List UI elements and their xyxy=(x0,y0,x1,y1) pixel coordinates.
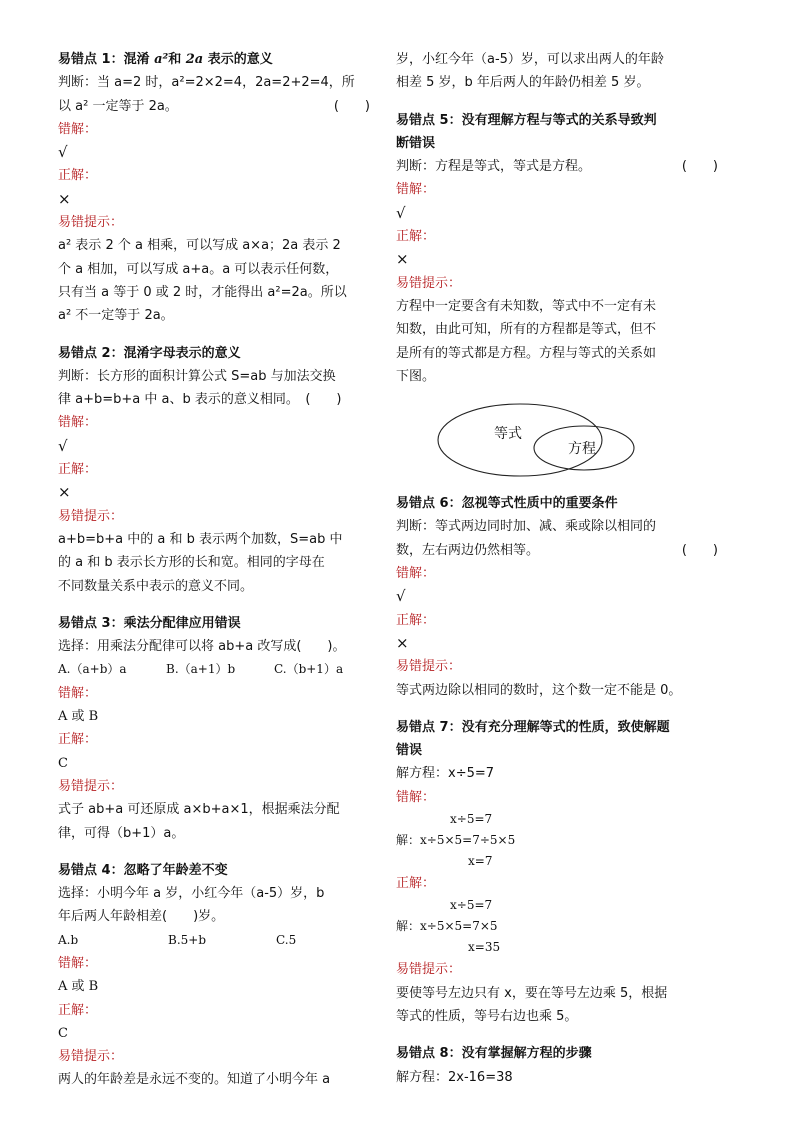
answer-paren: ( ) xyxy=(681,542,718,558)
section-7-tip-line: 等式的性质，等号右边也乘 5。 xyxy=(396,1008,578,1024)
section-7-right-solution xyxy=(396,895,722,958)
section-3-wrong-label: 错解： xyxy=(58,685,98,701)
section-5-tip-line: 是所有的等式都是方程。方程与等式的关系如 xyxy=(396,345,657,361)
equation-line: x=35 xyxy=(468,940,501,955)
section-3-options xyxy=(58,658,374,681)
section-1-tip-line: 只有当 a 等于 0 或 2 时，才能得出 a²=2a。所以 xyxy=(58,284,347,300)
check-mark-icon: √ xyxy=(396,587,406,606)
option-a: A.（a+b）a xyxy=(58,662,127,677)
section-1-tip-line: 个 a 相加，可以写成 a+a。a 可以表示任何数， xyxy=(58,261,339,277)
section-4-options xyxy=(58,929,374,952)
section-3-tip-line: 式子 ab+a 可还原成 a×b+a×1，根据乘法分配 xyxy=(58,802,340,818)
section-3-tip-label: 易错提示： xyxy=(58,778,124,794)
section-4-tip-label: 易错提示： xyxy=(58,1049,124,1065)
section-7-title: 易错点 7：没有充分理解等式的性质，致使解题 xyxy=(396,719,670,735)
section-5-correct-label: 正解： xyxy=(396,229,436,245)
option-c: C.（b+1）a xyxy=(274,662,344,677)
option-b: B.（a+1）b xyxy=(166,662,236,677)
right-column xyxy=(396,48,722,1089)
cross-mark-icon: × xyxy=(58,189,71,208)
equation-line: x=7 xyxy=(468,854,493,869)
section-4-title: 易错点 4：忽略了年龄差不变 xyxy=(58,862,228,878)
equation-line: x÷5=7 xyxy=(450,898,493,913)
section-1-question-line-1: 判断：当 a=2 时，a²=2×2=4，2a=2+2=4，所 xyxy=(58,75,355,91)
venn-svg xyxy=(396,388,722,492)
section-1-wrong-label: 错解： xyxy=(58,121,98,137)
section-1-tip-label: 易错提示： xyxy=(58,215,124,231)
section-2-title: 易错点 2：混淆字母表示的意义 xyxy=(58,345,241,361)
answer-paren: ( ) xyxy=(333,98,370,114)
section-6-correct-label: 正解： xyxy=(396,612,436,628)
section-7-wrong-solution xyxy=(396,809,722,872)
option-c: C.5 xyxy=(276,932,297,947)
cross-mark-icon: × xyxy=(58,483,71,502)
section-1-tip-line: a² 表示 2 个 a 相乘，可以写成 a×a；2a 表示 2 xyxy=(58,238,341,254)
section-7-tip-label: 易错提示： xyxy=(396,962,462,978)
section-4-correct-label: 正解： xyxy=(58,1002,98,1018)
option-b: B.5+b xyxy=(168,932,207,947)
section-6-question-line-2: 数，左右两边仍然相等。 ( ) xyxy=(396,539,722,562)
equation-label: 方程 xyxy=(568,441,596,458)
section-8-question: 解方程：2x-16=38 xyxy=(396,1069,513,1085)
check-mark-icon: √ xyxy=(396,203,406,222)
section-3-correct-label: 正解： xyxy=(58,732,98,748)
section-3-right-answer: C xyxy=(58,755,68,771)
section-5-tip-label: 易错提示： xyxy=(396,275,462,291)
section-7-question: 解方程：x÷5=7 xyxy=(396,766,495,782)
equation-line: x÷5=7 xyxy=(450,812,493,827)
equation-line: 解：x÷5×5=7×5 xyxy=(396,919,498,934)
section-4-wrong-label: 错解： xyxy=(58,955,98,971)
check-mark-icon: √ xyxy=(58,436,68,455)
section-2-correct-label: 正解： xyxy=(58,462,98,478)
section-4-tip-line: 相差 5 岁，b 年后两人的年龄仍相差 5 岁。 xyxy=(396,75,650,91)
section-7-tip-line: 要使等号左边只有 x，要在等号左边乘 5，根据 xyxy=(396,985,668,1001)
section-7-wrong-label: 错解： xyxy=(396,789,436,805)
section-1-tip-line: a² 不一定等于 2a。 xyxy=(58,308,174,324)
section-4-wrong-answer: A 或 B xyxy=(58,979,99,995)
section-2-tip-line: a+b=b+a 中的 a 和 b 表示两个加数，S=ab 中 xyxy=(58,531,343,547)
section-5-wrong-label: 错解： xyxy=(396,182,436,198)
section-8-title: 易错点 8：没有掌握解方程的步骤 xyxy=(396,1046,592,1062)
section-1-correct-label: 正解： xyxy=(58,168,98,184)
section-6-title: 易错点 6：忽视等式性质中的重要条件 xyxy=(396,496,618,512)
left-column xyxy=(58,48,374,1092)
section-1-question-line-2: 以 a² 一定等于 2a。 ( ) xyxy=(58,95,374,118)
section-2-tip-label: 易错提示： xyxy=(58,508,124,524)
equation-line: 解：x÷5×5=7÷5×5 xyxy=(396,833,516,848)
section-5-tip-line: 知数，由此可知，所有的方程都是等式，但不 xyxy=(396,322,657,338)
section-2-question-line-2: 律 a+b=b+a 中 a、b 表示的意义相同。 ( ) xyxy=(58,392,342,408)
cross-mark-icon: × xyxy=(396,633,409,652)
section-4-right-answer: C xyxy=(58,1025,68,1041)
section-1-title: 易错点 1：混淆 a²和 2a 表示的意义 xyxy=(58,52,273,67)
answer-paren: ( ) xyxy=(681,159,718,175)
section-4-tip-line: 两人的年龄差是永远不变的。知道了小明今年 a xyxy=(58,1072,331,1088)
section-4-tip-line: 岁，小红今年（a-5）岁，可以求出两人的年龄 xyxy=(396,52,664,67)
section-5-title: 断错误 xyxy=(396,135,436,151)
section-2-tip-line: 不同数量关系中表示的意义不同。 xyxy=(58,578,254,594)
section-5-question: 判断：方程是等式，等式是方程。 ( ) xyxy=(396,155,722,178)
section-3-question: 选择：用乘法分配律可以将 ab+a 改写成( )。 xyxy=(58,639,346,655)
section-4-question-line-2: 年后两人年龄相差( )岁。 xyxy=(58,909,225,925)
cross-mark-icon: × xyxy=(396,250,409,269)
option-a: A.b xyxy=(58,932,79,947)
equality-label: 等式 xyxy=(494,426,522,443)
equation-venn-diagram xyxy=(396,388,722,492)
section-3-tip-line: 律，可得（b+1）a。 xyxy=(58,825,185,841)
section-7-title: 错误 xyxy=(396,743,423,759)
section-2-tip-line: 的 a 和 b 表示长方形的长和宽。相同的字母在 xyxy=(58,555,325,571)
section-5-title: 易错点 5：没有理解方程与等式的关系导致判 xyxy=(396,112,657,128)
section-5-tip-line: 方程中一定要含有未知数，等式中不一定有未 xyxy=(396,298,657,314)
section-7-correct-label: 正解： xyxy=(396,876,436,892)
section-6-question-line-1: 判断：等式两边同时加、减、乘或除以相同的 xyxy=(396,519,657,535)
section-4-question-line-1: 选择：小明今年 a 岁，小红今年（a-5）岁，b xyxy=(58,886,325,902)
section-6-tip-label: 易错提示： xyxy=(396,659,462,675)
section-3-wrong-answer: A 或 B xyxy=(58,709,99,725)
section-6-wrong-label: 错解： xyxy=(396,566,436,582)
section-3-title: 易错点 3：乘法分配律应用错误 xyxy=(58,615,241,631)
section-6-tip-line: 等式两边除以相同的数时，这个数一定不能是 0。 xyxy=(396,682,682,698)
section-5-tip-line: 下图。 xyxy=(396,368,436,384)
check-mark-icon: √ xyxy=(58,143,68,162)
section-2-wrong-label: 错解： xyxy=(58,415,98,431)
section-2-question-line-1: 判断：长方形的面积计算公式 S=ab 与加法交换 xyxy=(58,368,336,384)
